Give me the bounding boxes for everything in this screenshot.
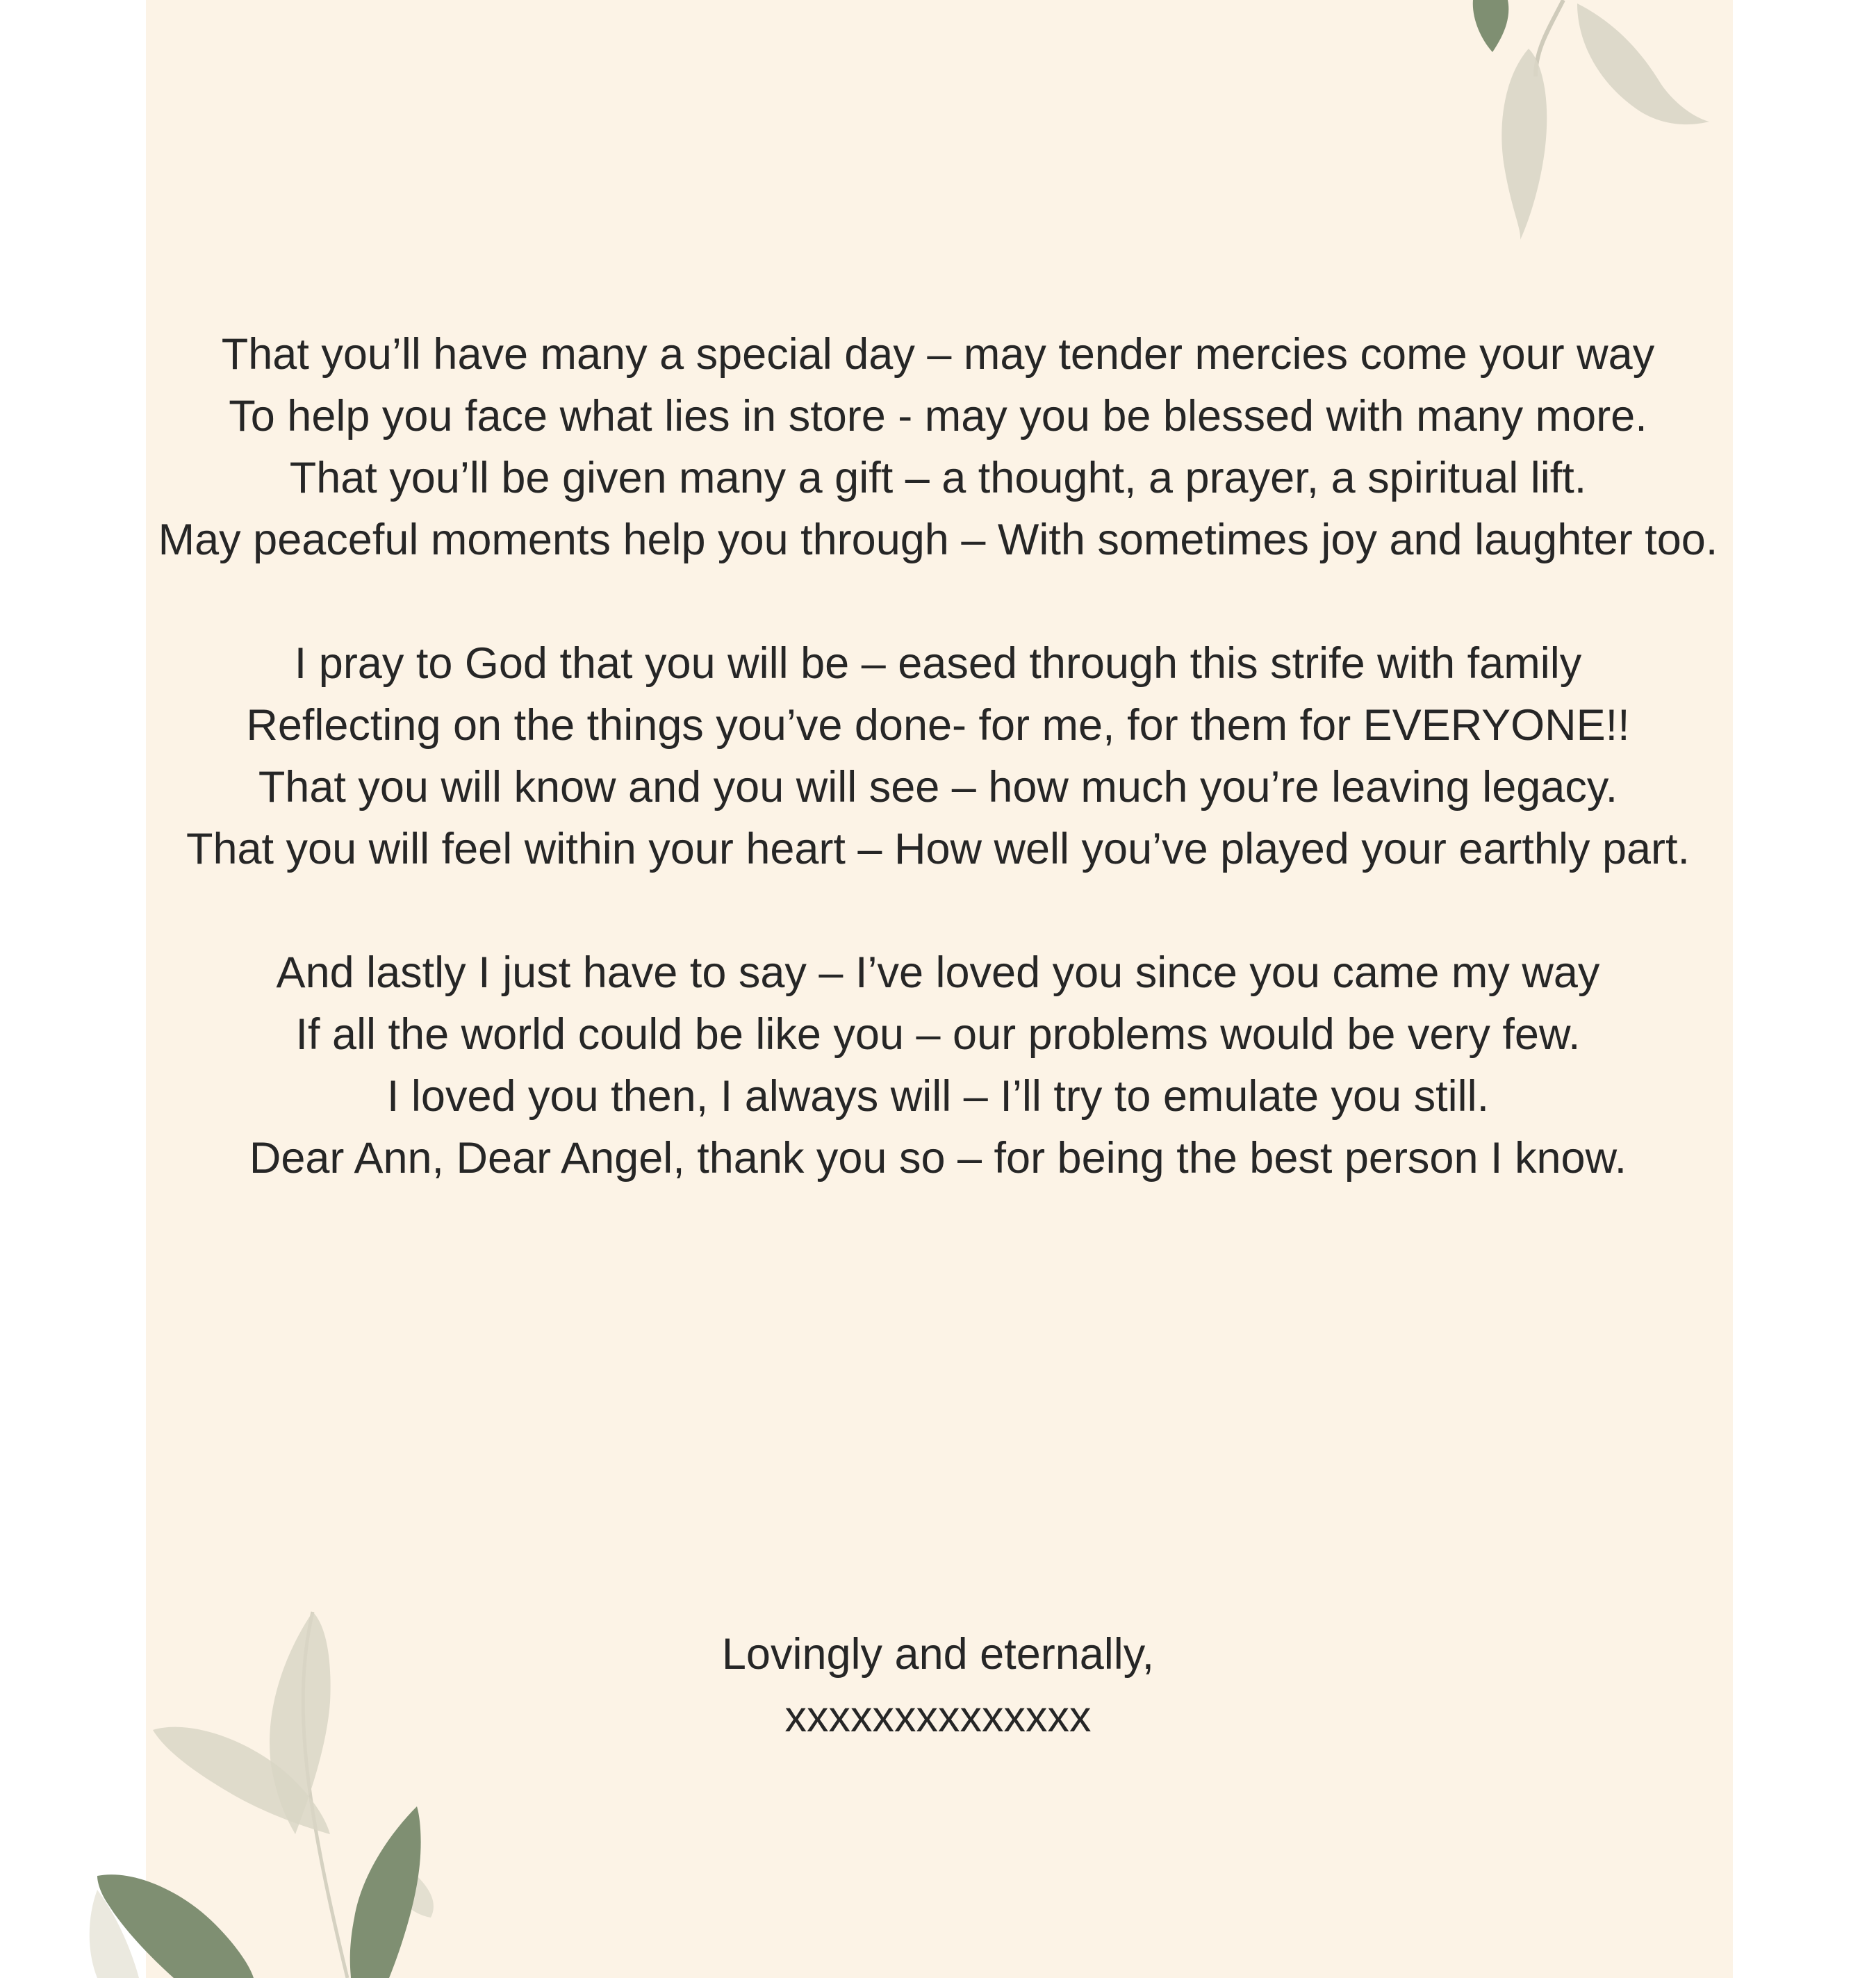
poem-line: If all the world could be like you – our problems would be very few. <box>295 1010 1581 1059</box>
poem-line: And lastly I just have to say – I’ve loved you since you came my way <box>276 948 1600 997</box>
poem-line: That you’ll be given many a gift – a thought, a prayer, a spiritual lift. <box>289 454 1587 502</box>
poem-body <box>0 324 1876 1251</box>
stanza <box>0 633 1876 880</box>
poem-line: I loved you then, I always will – I’ll try to emulate you still. <box>386 1072 1490 1121</box>
signature: xxxxxxxxxxxxxx <box>784 1692 1092 1741</box>
poem-line: That you will feel within your heart – How well you’ve played your earthly part. <box>186 825 1690 873</box>
poem-line: May peaceful moments help you through – With sometimes joy and laughter too. <box>158 516 1718 564</box>
signoff <box>0 1623 1876 1748</box>
poem-line: That you’ll have many a special day – may tender mercies come your way <box>221 330 1655 379</box>
poem-line: I pray to God that you will be – eased through this strife with family <box>294 639 1582 688</box>
poem-line: Reflecting on the things you’ve done- for me, for them for EVERYONE!! <box>246 701 1630 750</box>
poem-line: Dear Ann, Dear Angel, thank you so – for being the best person I know. <box>249 1134 1627 1182</box>
leaf-sprig-top-right-icon <box>1431 0 1751 250</box>
stanza <box>0 324 1876 571</box>
poem-line: To help you face what lies in store - may you be blessed with many more. <box>229 392 1647 440</box>
poem-line: That you will know and you will see – how much you’re leaving legacy. <box>258 763 1618 811</box>
stanza <box>0 942 1876 1189</box>
closing-line: Lovingly and eternally, <box>721 1630 1155 1679</box>
